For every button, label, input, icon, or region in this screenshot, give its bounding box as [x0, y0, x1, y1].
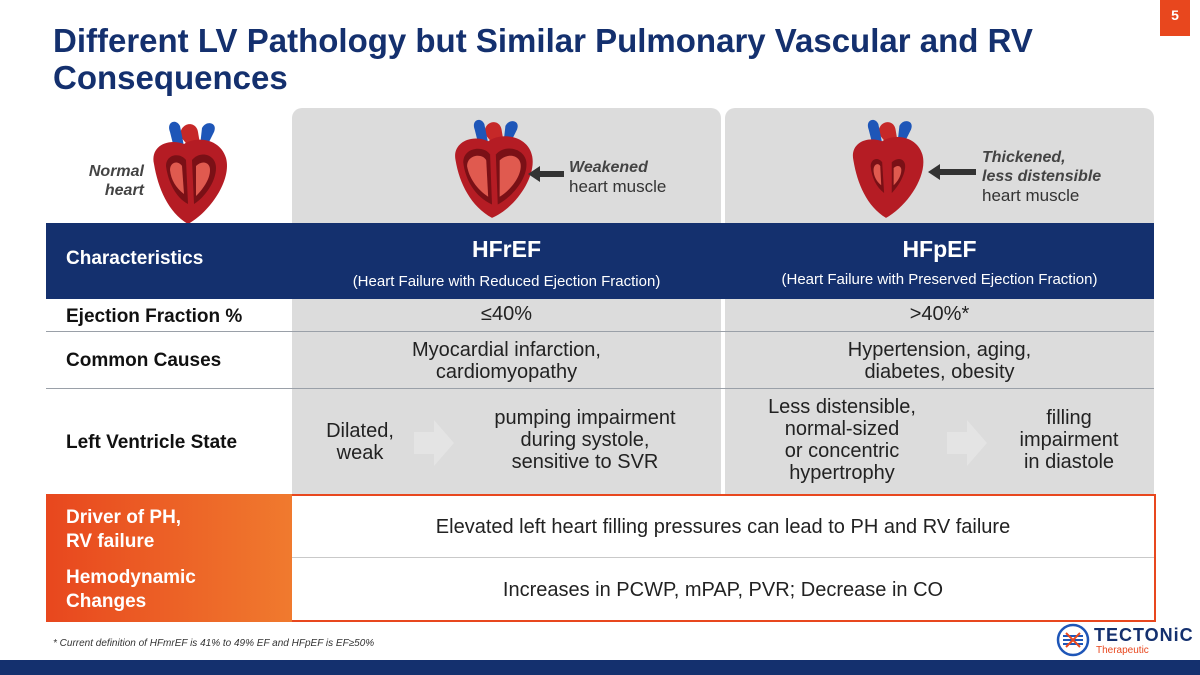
row-label-driver: Driver of PH, RV failure [66, 507, 182, 552]
hfpef-ejection-fraction: >40%* [909, 303, 970, 325]
characteristics-label: Characteristics [66, 248, 204, 269]
arrow-left-icon [928, 164, 976, 180]
hemodynamic-text: Increases in PCWP, mPAP, PVR; Decrease in CO [502, 579, 944, 601]
row-label-ejection-fraction: Ejection Fraction % [66, 306, 243, 327]
thickened-heart-label: Thickened, less distensible heart muscle [982, 149, 1102, 205]
hfpef-header [725, 236, 1154, 288]
normal-heart-icon [140, 118, 236, 228]
normal-heart-label: Normal heart [88, 163, 144, 199]
footnote: * Current definition of HFmrEF is 41% to 49% EF and HFpEF is EF≥50% [53, 638, 375, 649]
hfpef-subtitle: (Heart Failure with Preserved Ejection Fraction) [781, 271, 1098, 288]
hfpef-lv-function: filling impairment in diastole [1019, 407, 1119, 473]
driver-text: Elevated left heart filling pressures can lead to PH and RV failure [435, 516, 1011, 538]
hfref-lv-function: pumping impairment during systole, sensitive to SVR [494, 407, 676, 473]
thickened-heart-icon [840, 115, 932, 223]
page-number: 5 [1160, 0, 1190, 36]
hfpef-title: HFpEF [902, 236, 977, 262]
arrow-left-icon [528, 166, 564, 182]
row-label-common-causes: Common Causes [66, 350, 222, 371]
slide-title: Different LV Pathology but Similar Pulmonary Vascular and RV Consequences [53, 22, 1033, 96]
bottom-bar [0, 660, 1200, 675]
arrow-right-icon [947, 420, 987, 466]
row-label-hemodynamic: Hemodynamic Changes [66, 567, 196, 612]
row-divider [292, 557, 1154, 558]
hfpef-lv-structure: Less distensible, normal-sized or concentric hypertrophy [768, 396, 916, 484]
row-divider [46, 388, 1154, 389]
hfref-lv-structure: Dilated, weak [326, 420, 394, 464]
hfpef-common-causes: Hypertension, aging, diabetes, obesity [847, 339, 1032, 383]
hfref-header [292, 236, 721, 290]
weakened-heart-label: Weakened heart muscle [569, 159, 667, 196]
hfref-title: HFrEF [472, 236, 541, 262]
row-divider [46, 331, 1154, 332]
logo-name: TECTONiC [1094, 625, 1194, 645]
hfref-subtitle: (Heart Failure with Reduced Ejection Fraction) [352, 273, 661, 290]
logo-subtitle: Therapeutic [1096, 645, 1149, 656]
hfref-ejection-fraction: ≤40% [480, 303, 532, 325]
hfref-common-causes: Myocardial infarction, cardiomyopathy [412, 339, 601, 383]
row-label-left-ventricle-state: Left Ventricle State [66, 432, 238, 453]
tectonic-logo-icon [1056, 623, 1090, 657]
weakened-heart-icon [446, 115, 538, 223]
arrow-right-icon [414, 420, 454, 466]
